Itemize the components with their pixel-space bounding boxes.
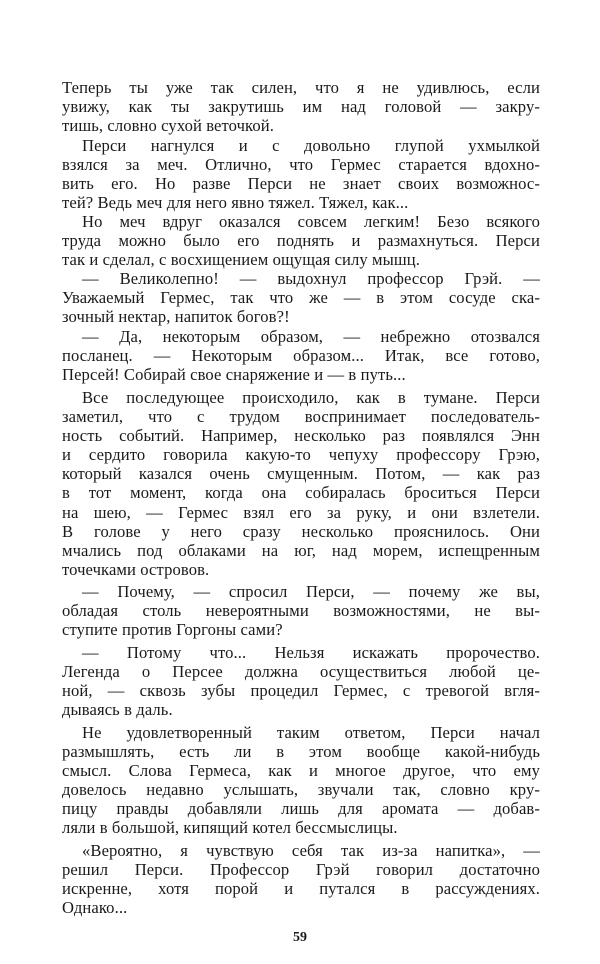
text-line: — Великолепно! — выдохнул профессор Грэй. — — [82, 269, 540, 288]
text-line: Теперь ты уже так силен, что я не удивлюсь, если — [62, 78, 540, 97]
text-line: Однако... — [62, 898, 128, 918]
paragraph — [62, 841, 540, 917]
text-line: Перси нагнулся и с довольно глупой ухмылкой — [82, 136, 540, 155]
text-line: заметил, что с трудом воспринимает последователь- — [62, 407, 540, 427]
text-line: на шею, — Гермес взял его за руку, и они взлетели. — [62, 502, 540, 522]
text-line: Не удовлетворенный таким ответом, Перси начал — [82, 723, 540, 742]
text-line: ступите против Горгоны сами? — [62, 620, 283, 640]
text-line: решил Перси. Профессор Грэй говорил достаточно — [62, 860, 540, 880]
text-line: ной, — сквозь зубы процедил Гермес, с тревогой вгля- — [62, 681, 540, 701]
text-line: зочный нектар, напиток богов?! — [62, 307, 290, 327]
text-line: ность событий. Например, несколько раз появлялся Энн — [62, 426, 540, 446]
paragraph — [62, 723, 540, 838]
text-line: смысл. Слова Гермеса, как и многое другое, что ему — [62, 761, 540, 781]
text-line: посланец. — Некоторым образом... Итак, все готово, — [62, 346, 540, 366]
text-line: Персей! Собирай свое снаряжение и — в путь... — [62, 365, 406, 385]
text-line: Но меч вдруг оказался совсем легким! Безо всякого — [82, 212, 540, 231]
text-line: точечками островов. — [62, 559, 210, 579]
paragraph — [62, 269, 540, 326]
paragraph — [62, 78, 540, 135]
text-line: размышлять, есть ли в этом вообще какой-нибудь — [62, 742, 540, 762]
text-line: взялся за меч. Отлично, что Гермес старается вдохно- — [62, 155, 540, 175]
text-line: Легенда о Персее должна осуществиться любой це- — [62, 662, 540, 682]
paragraph — [62, 212, 540, 269]
text-line: «Вероятно, я чувствую себя так из-за напитка», — — [82, 841, 540, 860]
text-line: труда можно было его поднять и размахнуться. Перси — [62, 231, 540, 251]
text-line: так и сделал, с восхищением ощущая силу мышц. — [62, 250, 421, 270]
text-line: пицу правды добавляли лишь для аромата — добав- — [62, 799, 540, 819]
text-line: который казался очень смущенным. Потом, — как раз — [62, 464, 540, 484]
text-line: — Да, некоторым образом, — небрежно отозвался — [82, 327, 540, 346]
text-line: тишь, словно сухой веточкой. — [62, 116, 275, 136]
text-line: — Почему, — спросил Перси, — почему же вы, — [82, 582, 540, 601]
text-line: В голове у него сразу несколько прояснилось. Они — [62, 521, 540, 541]
paragraph — [62, 582, 540, 639]
paragraph — [62, 643, 540, 719]
text-line: вить его. Но разве Перси не знает своих возможнос- — [62, 174, 540, 194]
text-line: и сердито говорила какую-то чепуху профессору Грэю, — [62, 445, 540, 465]
text-line: — Потому что... Нельзя искажать пророчество. — [82, 643, 540, 662]
text-line: увижу, как ты закрутишь им над головой — закру- — [62, 97, 540, 117]
text-line: тей? Ведь меч для него явно тяжел. Тяжел, как... — [62, 193, 409, 213]
text-line: обладая столь невероятными возможностями, не вы- — [62, 601, 540, 621]
text-line: довелось недавно услышать, звучали так, словно кру- — [62, 780, 540, 800]
text-line: мчались под облаками на юг, над морем, испещренным — [62, 540, 540, 560]
paragraph — [62, 388, 540, 579]
text-line: Все последующее происходило, как в тумане. Перси — [82, 388, 540, 407]
text-line: Уважаемый Гермес, так что же — в этом сосуде ска- — [62, 288, 540, 308]
paragraph — [62, 327, 540, 384]
text-line: в тот момент, когда она собиралась броситься Перси — [62, 483, 540, 503]
page-number: 59 — [293, 930, 307, 945]
text-line: ляли в большой, кипящий котел бессмыслицы. — [62, 818, 398, 838]
paragraph — [62, 136, 540, 212]
text-line: дываясь в даль. — [62, 700, 173, 720]
text-line: искренне, хотя порой и путался в рассуждениях. — [62, 879, 540, 899]
